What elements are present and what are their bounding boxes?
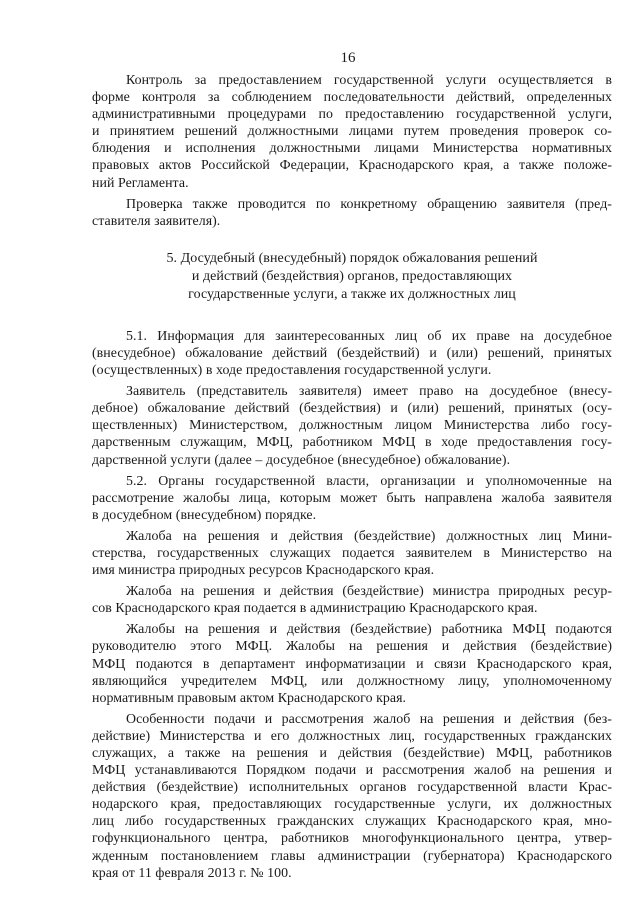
paragraph-minister-complaints (92, 583, 612, 617)
text-line: Заявитель (представитель заявителя) имеет право на досудебное (внесу- (126, 384, 612, 400)
text-line: рассмотрение жалобы лица, которым может быть направлена жалоба заявителя (92, 490, 612, 506)
text-line: (осуществленных) в ходе предоставления государственной услуги. (92, 363, 492, 379)
text-line: действие) Министерства и его должностных лиц, государственных гражданских (92, 728, 612, 744)
paragraph-applicant-right (92, 383, 612, 468)
page-content (92, 72, 612, 886)
section-heading-line: государственные услуги, а также их должностных лиц (188, 286, 516, 302)
text-line: правовых актов Российской Федерации, Краснодарского края, а также положе- (92, 158, 612, 174)
section-heading (92, 250, 612, 304)
text-line: действия (бездействие) исполнительных органов государственной власти Крас- (92, 780, 612, 796)
text-line: Проверка также проводится по конкретному обращению заявителя (пред- (126, 196, 612, 212)
paragraph-5-2 (92, 473, 612, 524)
text-line: ний Регламента. (92, 175, 189, 191)
text-line: дарственным служащим, МФЦ, работником МФЦ в ходе предоставления госу- (92, 435, 612, 451)
text-line: гофункционального центра, работников многофункционального центра, утвер- (92, 831, 612, 847)
text-line: блюдения и исполнения должностными лицами Министерства нормативных (92, 141, 612, 157)
text-line: Жалобы на решения и действия (бездействие) работника МФЦ подаются (126, 622, 612, 638)
text-line: Жалоба на решения и действия (бездействие) должностных лиц Мини- (126, 528, 612, 544)
section-heading-line: 5. Досудебный (внесудебный) порядок обжалования решений (166, 250, 538, 266)
text-line: сов Краснодарского края подается в администрацию Краснодарского края. (92, 601, 538, 617)
paragraph-procedure-features (92, 711, 612, 882)
text-line: нормативным правовым актом Краснодарского края. (92, 690, 407, 706)
paragraph-inspection (92, 196, 612, 230)
text-line: являющийся учредителем МФЦ, или должностному лицу, уполномоченному (92, 673, 612, 689)
text-line: лиц либо государственных гражданских служащих Краснодарского края, мно- (92, 814, 612, 830)
text-line: ставителя заявителя). (92, 213, 221, 229)
text-line: МФЦ устанавливаются Порядком подачи и рассмотрения жалоб на решения и (92, 763, 612, 779)
section-heading-line: и действий (бездействия) органов, предоставляющих (191, 268, 513, 284)
text-line: 5.2. Органы государственной власти, организации и уполномоченные на (126, 473, 612, 489)
text-line: ществленных) Министерством, должностным лицом Министерства либо госу- (92, 418, 612, 434)
text-line: руководителю этого МФЦ. Жалобы на решения и действия (бездействие) (92, 639, 612, 655)
text-line: 5.1. Информация для заинтересованных лиц об их праве на досудебное (126, 328, 612, 344)
text-line: служащих, а также на решения и действия (бездействие) МФЦ, работников (92, 746, 612, 761)
text-line: МФЦ подаются в департамент информатизации и связи Краснодарского края, (92, 656, 612, 672)
text-line: дарственной услуги (далее – досудебное (внесудебное) обжалование). (92, 452, 511, 468)
text-line: Контроль за предоставлением государственной услуги осуществляется в (126, 73, 612, 88)
text-line: в досудебном (внесудебном) порядке. (92, 507, 317, 523)
paragraph-control (92, 72, 612, 192)
text-line: дебное) обжалование действий (бездействия) и (или) решений, принятых (осу- (92, 401, 612, 417)
page-number: 16 (340, 50, 356, 66)
paragraph-ministry-complaints (92, 528, 612, 579)
text-line: стерства, государственных служащих подается заявителем в Министерство на (92, 545, 612, 561)
text-line: Особенности подачи и рассмотрения жалоб на решения и действия (без- (126, 711, 612, 727)
text-line: Жалоба на решения и действия (бездействие) министра природных ресур- (126, 584, 612, 600)
text-line: жденным постановлением главы администрации (губернатора) Краснодарского (92, 848, 612, 864)
paragraph-5-1 (92, 328, 612, 379)
text-line: и принятием решений должностными лицами путем проведения проверок со- (92, 124, 612, 140)
text-line: форме контроля за соблюдением последовательности действий, определенных (92, 90, 612, 106)
text-line: административными процедурами по предоставлению государственной услуги, (92, 107, 612, 123)
paragraph-mfc-complaints (92, 621, 612, 706)
text-line: нодарского края, предоставляющих государственные услуги, их должностных (92, 797, 612, 813)
text-line: имя министра природных ресурсов Краснодарского края. (92, 563, 435, 579)
text-line: края от 11 февраля 2013 г. № 100. (92, 865, 292, 881)
text-line: (внесудебное) обжалование действий (бездействий) и (или) решений, принятых (92, 345, 612, 361)
